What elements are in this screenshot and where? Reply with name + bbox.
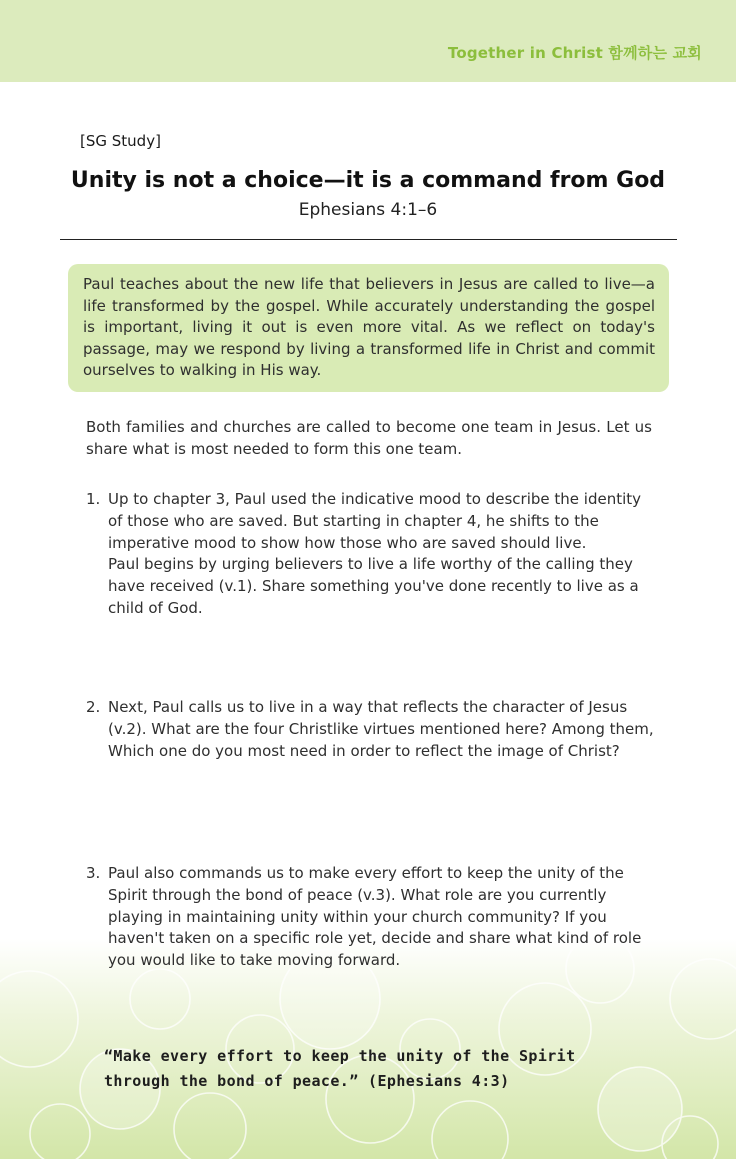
question-text: Next, Paul calls us to live in a way that reflects the character of Jesus (v.2). What are the four Christlike virtues mentioned here? Among them, Which one do you most need in order to reflect the image of Christ? <box>108 698 654 760</box>
scripture-reference: Ephesians 4:1–6 <box>298 200 438 220</box>
question-number: 1. <box>86 490 101 508</box>
lead-paragraph: Both families and churches are called to become one team in Jesus. Let us share what is most needed to form this one team. <box>86 418 652 458</box>
brand-korean: 함께하는 교회 <box>608 44 702 62</box>
section-tag: [SG Study] <box>80 132 161 150</box>
question-text: Paul also commands us to make every effort to keep the unity of the Spirit through the bond of peace (v.3). What role are you currently playing in maintaining unity within your church community? If you haven't taken on a specific role yet, decide and share what kind of role you would like to take moving forward. <box>108 864 642 970</box>
intro-box <box>68 264 669 392</box>
header-brand <box>448 42 702 63</box>
question-1 <box>86 489 660 620</box>
question-2 <box>86 697 660 762</box>
intro-text: Paul teaches about the new life that believers in Jesus are called to live—a life transformed by the gospel. While accurately understanding the gospel is important, living it out is even more vital. As we reflect on today's passage, may we respond by living a transformed life in Christ and commit ourselves to walking in His way. <box>83 275 655 380</box>
header-band <box>0 0 736 82</box>
question-3 <box>86 863 660 972</box>
question-number: 2. <box>86 698 101 716</box>
page-title: Unity is not a choice—it is a command from God <box>70 168 666 193</box>
question-number: 3. <box>86 864 101 882</box>
title-divider <box>60 239 677 240</box>
brand-english: Together in Christ <box>447 44 603 62</box>
memory-verse: “Make every effort to keep the unity of the Spirit through the bond of peace.” (Ephesians 4:3) <box>104 1047 576 1090</box>
question-text: Paul begins by urging believers to live a life worthy of the calling they have received (v.1). Share something you've done recently to live as a child of God. <box>108 555 639 617</box>
question-text: Up to chapter 3, Paul used the indicative mood to describe the identity of those who are saved. But starting in chapter 4, he shifts to the imperative mood to show how those who are saved should live. <box>108 490 642 552</box>
